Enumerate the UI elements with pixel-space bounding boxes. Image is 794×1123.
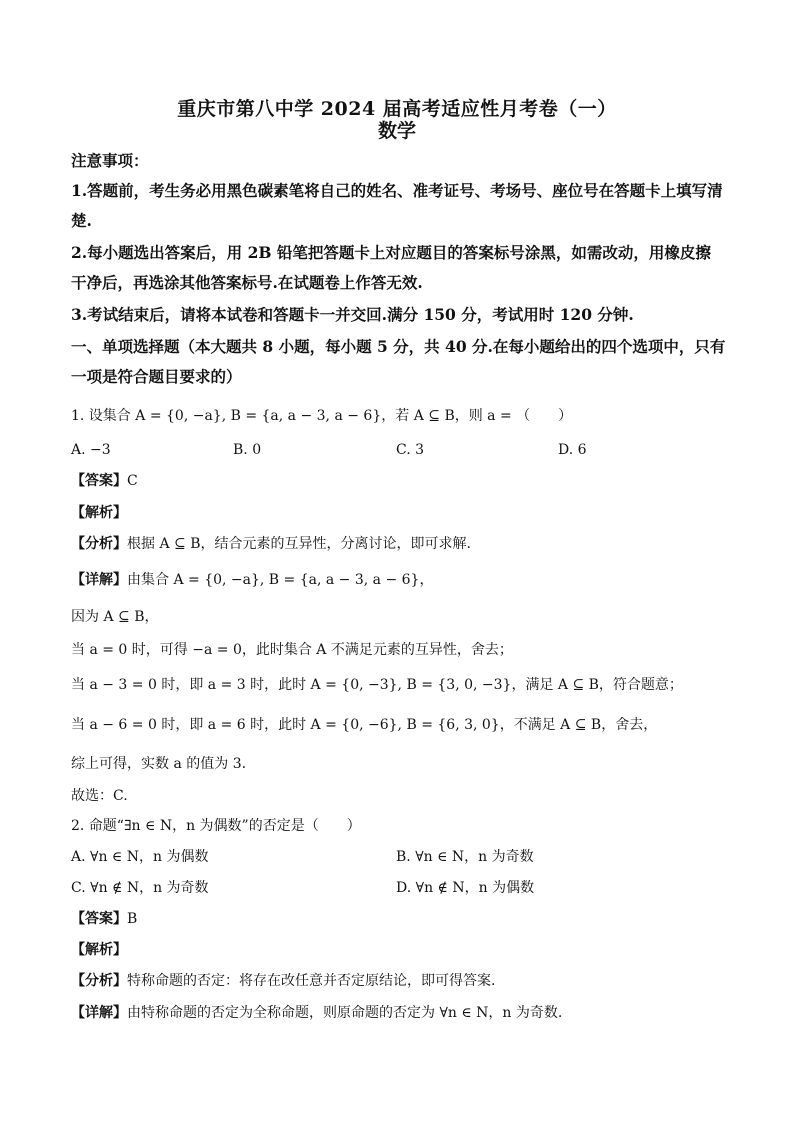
- q2-fenxi-tag: 【分析】: [71, 973, 127, 989]
- q1-fenxi: 根据 A ⊆ B，结合元素的互异性，分离讨论，即可求解.: [127, 536, 471, 552]
- q1-step-5: 综上可得，实数 a 的值为 3.: [71, 756, 247, 772]
- q1-answer-tag: 【答案】: [71, 473, 127, 489]
- q1-step-4: 当 a − 6 = 0 时，即 a = 6 时，此时 A = {0, −6}, B = {6, 3, 0}，不满足 A ⊆ B，舍去，: [71, 717, 658, 733]
- notice-item-3: 3.考试结束后，请将本试卷和答题卡一并交回.满分 150 分，考试用时 120 分钟.: [71, 305, 634, 324]
- q1-stem: 1. 设集合 A = {0, −a}, B = {a, a − 3, a − 6}，若 A ⊆ B，则 a = （ ）: [71, 408, 573, 424]
- q2-xiangjie-row: [71, 1004, 562, 1022]
- q2-answer-row: [71, 910, 137, 928]
- q1-fenxi-row: [71, 535, 471, 553]
- q2-answer: B: [127, 911, 138, 927]
- q2-option-d: D. ∀n ∉ N，n 为偶数: [396, 880, 535, 896]
- q2-stem: 2. 命题“∃n ∈ N，n 为偶数”的否定是（ ）: [71, 818, 361, 834]
- section1-line-1: 一、单项选择题（本大题共 8 小题，每小题 5 分，共 40 分.在每小题给出的四个选项中，只有: [71, 337, 726, 356]
- subject-title: 数学: [377, 120, 416, 142]
- q1-option-c: C. 3: [396, 442, 425, 458]
- notice-item-1-line-1: 1.答题前，考生务必用黑色碳素笔将自己的姓名、准考证号、考场号、座位号在答题卡上填写清: [71, 181, 723, 200]
- notice-item-2-line-1: 2.每小题选出答案后，用 2B 铅笔把答题卡上对应题目的答案标号涂黑，如需改动，用橡皮擦: [71, 243, 711, 262]
- q2-fenxi: 特称命题的否定：将存在改任意并否定原结论，即可得答案.: [127, 973, 496, 989]
- q1-option-a: A. −3: [71, 442, 111, 458]
- section1-line-2: 一项是符合题目要求的）: [71, 367, 242, 386]
- q2-xiangjie: 由特称命题的否定为全称命题，则原命题的否定为 ∀n ∈ N，n 为奇数.: [127, 1005, 563, 1021]
- q2-option-a: A. ∀n ∈ N，n 为偶数: [71, 849, 209, 865]
- q2-option-b: B. ∀n ∈ N，n 为奇数: [396, 849, 534, 865]
- q1-step-1: 因为 A ⊆ B，: [71, 609, 159, 625]
- q2-answer-tag: 【答案】: [71, 911, 127, 927]
- q1-step-2: 当 a = 0 时，可得 −a = 0，此时集合 A 不满足元素的互异性，舍去；: [71, 642, 513, 658]
- page-title: 重庆市第八中学 2024 届高考适应性月考卷（一）: [177, 98, 617, 120]
- q1-xiangjie-tag: 【详解】: [71, 572, 127, 588]
- q2-xiangjie-tag: 【详解】: [71, 1005, 127, 1021]
- q2-analysis-tag: 【解析】: [71, 942, 127, 958]
- q1-conclusion: 故选：C.: [71, 788, 128, 804]
- q2-fenxi-row: [71, 972, 495, 990]
- q1-answer-row: [71, 472, 138, 490]
- notice-heading: 注意事项：: [71, 151, 149, 170]
- q1-xiangjie-row: [71, 571, 433, 589]
- q1-analysis-tag: 【解析】: [71, 505, 127, 521]
- q1-option-b: B. 0: [233, 442, 262, 458]
- notice-item-2-line-2: 干净后，再选涂其他答案标号.在试题卷上作答无效.: [71, 273, 423, 292]
- q2-option-c: C. ∀n ∉ N，n 为奇数: [71, 880, 209, 896]
- q1-step-3: 当 a − 3 = 0 时，即 a = 3 时，此时 A = {0, −3}, B = {3, 0, −3}，满足 A ⊆ B，符合题意；: [71, 677, 683, 693]
- q1-fenxi-tag: 【分析】: [71, 536, 127, 552]
- q1-answer: C: [127, 473, 138, 489]
- notice-item-1-line-2: 楚.: [71, 211, 92, 230]
- q1-option-d: D. 6: [558, 442, 587, 458]
- q1-xiangjie: 由集合 A = {0, −a}, B = {a, a − 3, a − 6}，: [127, 572, 434, 588]
